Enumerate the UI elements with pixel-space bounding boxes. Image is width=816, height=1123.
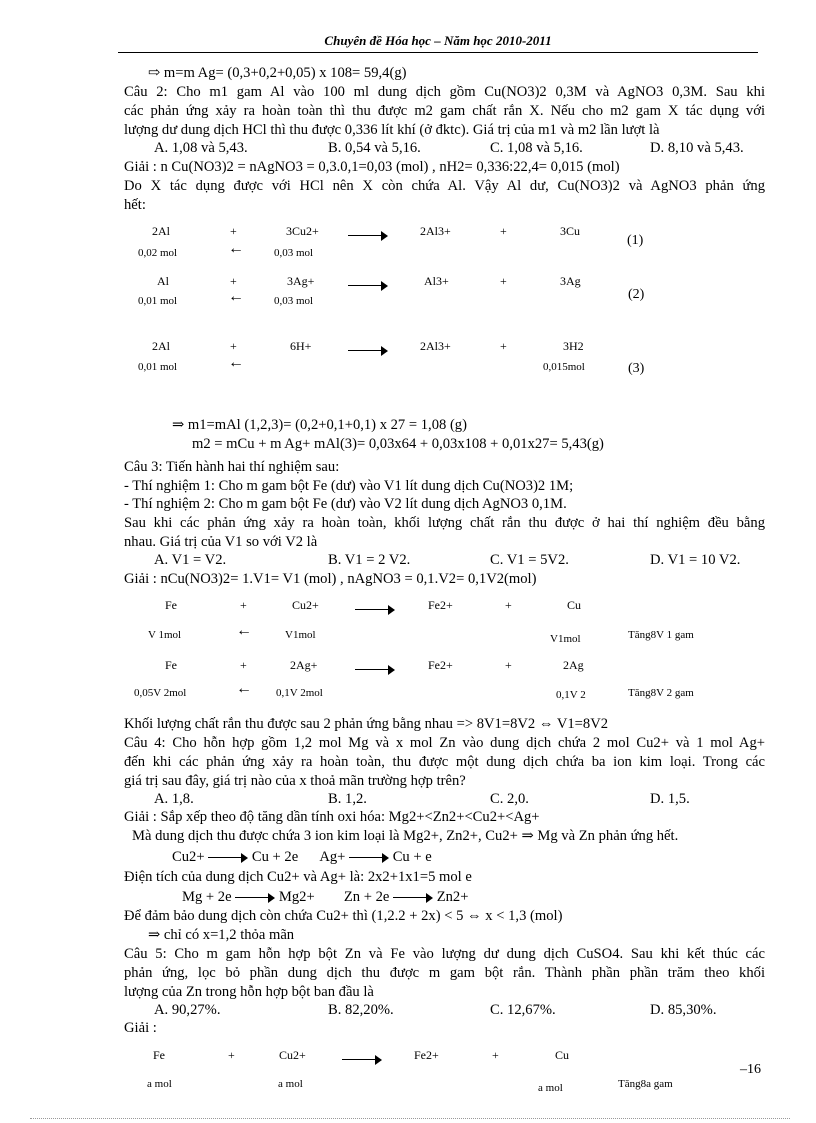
- equation-number: (2): [628, 287, 645, 302]
- arrow-right-icon: [348, 278, 388, 292]
- species: Zn + 2e: [343, 889, 390, 905]
- solution-3-line: Giải : nCu(NO3)2= 1.V1= V1 (mol) , nAgNO3 = 0,1.V2= 0,1V2(mol): [124, 571, 537, 587]
- arrow-right-icon: [348, 343, 388, 357]
- moles: 0,03 mol: [274, 247, 314, 259]
- arrow-left-icon: ←: [228, 288, 244, 305]
- product: Cu: [555, 1048, 570, 1062]
- q4-option-c: C. 2,0.: [490, 791, 529, 807]
- half-reaction-line-2: [182, 888, 468, 906]
- plus-sign: +: [500, 224, 507, 238]
- species: Cu2+: [172, 849, 205, 865]
- species: Zn2+: [436, 889, 469, 905]
- moles: V1mol: [550, 633, 581, 645]
- plus-sign: +: [228, 1048, 235, 1062]
- q2-option-d: D. 8,10 và 5,43.: [650, 140, 744, 156]
- solution-2-line-3: hết:: [124, 197, 146, 213]
- reactant: Al: [157, 274, 169, 288]
- species: Mg2+: [278, 889, 315, 905]
- half-reaction-line-1: [172, 848, 432, 866]
- species: Cu + e: [392, 849, 432, 865]
- solution-4-line-1: Giải : Sắp xếp theo độ tăng dần tính oxi hóa: Mg2+<Zn2+<Cu2+<Ag+: [124, 809, 540, 825]
- question-3-line-3: - Thí nghiệm 2: Cho m gam bột Fe (dư) vào V2 lít dung dịch AgNO3 0,1M.: [124, 496, 567, 512]
- product: Al3+: [424, 274, 449, 288]
- plus-sign: +: [240, 658, 247, 672]
- mass-change: Tăng8V 2 gam: [628, 687, 694, 699]
- arrow-right-icon: [349, 853, 389, 863]
- arrow-right-icon: [393, 893, 433, 903]
- product: Fe2+: [428, 658, 453, 672]
- header-rule: [118, 52, 758, 53]
- arrow-left-icon: ←: [228, 240, 244, 257]
- question-2-line-1: Câu 2: Cho m1 gam Al vào 100 ml dung dịch gồm Cu(NO3)2 0,3M và AgNO3 0,3M. Sau khi: [124, 84, 765, 100]
- product: Fe2+: [428, 598, 453, 612]
- reactant: 6H+: [290, 339, 312, 353]
- arrow-left-icon: ←: [236, 622, 252, 639]
- page-header: Chuyên đề Hóa học – Năm học 2010-2011: [324, 33, 552, 48]
- product: 2Ag: [563, 658, 584, 672]
- q5-option-a: A. 90,27%.: [154, 1002, 221, 1018]
- footer-divider: [30, 1118, 790, 1119]
- moles: 0,02 mol: [138, 247, 178, 259]
- plus-sign: +: [500, 339, 507, 353]
- moles: 0,01 mol: [138, 295, 178, 307]
- solution-4-line-2: Mà dung dịch thu được chứa 3 ion kim loại là Mg2+, Zn2+, Cu2+ ⇒ Mg và Zn phản ứng hết.: [132, 828, 679, 844]
- conclusion-3: Khối lượng chất rắn thu được sau 2 phản ứng bằng nhau => 8V1=8V2 ⇔ V1=8V2: [124, 716, 609, 732]
- solution-4-answer: ⇒ chỉ có x=1,2 thỏa mãn: [148, 927, 295, 943]
- solution-2-line-2: Do X tác dụng được với HCl nên X còn chứa Al. Vậy Al dư, Cu(NO3)2 và AgNO3 phản ứng: [124, 178, 765, 194]
- q3-option-c: C. V1 = 5V2.: [490, 552, 569, 568]
- product: 2Al3+: [420, 339, 451, 353]
- question-4-line-1: Câu 4: Cho hỗn hợp gồm 1,2 mol Mg và x mol Zn vào dung dịch chứa 2 mol Cu2+ và 1 mol Ag+: [124, 735, 765, 751]
- reactant: Fe: [165, 598, 177, 612]
- reactant: 2Al: [152, 339, 170, 353]
- product: 3Cu: [560, 224, 581, 238]
- question-2-line-2: các phản ứng xảy ra hoàn toàn thì thu được m2 gam chất rắn X. Nếu cho m2 gam X tác dụng với: [124, 103, 765, 119]
- solution-4-condition: Để đảm bảo dung dịch còn chứa Cu2+ thì (1,2.2 + 2x) < 5 ⇔ x < 1,3 (mol): [124, 908, 563, 924]
- q4-option-b: B. 1,2.: [328, 791, 367, 807]
- moles: 0,01 mol: [138, 361, 178, 373]
- plus-sign: +: [505, 658, 512, 672]
- q4-option-a: A. 1,8.: [154, 791, 194, 807]
- q4-option-d: D. 1,5.: [650, 791, 690, 807]
- product: 2Al3+: [420, 224, 451, 238]
- arrow-right-icon: [355, 662, 395, 676]
- moles: 0,05V 2mol: [134, 687, 187, 699]
- plus-sign: +: [500, 274, 507, 288]
- species: Cu + 2e: [251, 849, 299, 865]
- mass-change: Tăng8V 1 gam: [628, 629, 694, 641]
- moles: 0,1V 2mol: [276, 687, 323, 699]
- page-number: –16: [740, 1062, 761, 1077]
- arrow-right-icon: [235, 893, 275, 903]
- q2-option-a: A. 1,08 và 5,43.: [154, 140, 248, 156]
- q3-option-b: B. V1 = 2 V2.: [328, 552, 411, 568]
- equation-number: (1): [627, 233, 644, 248]
- question-5-line-1: Câu 5: Cho m gam hỗn hợp bột Zn và Fe vào lượng dư dung dịch CuSO4. Sau khi kết thúc các: [124, 946, 765, 962]
- mass-change: Tăng8a gam: [618, 1078, 673, 1090]
- moles: 0,015mol: [543, 361, 585, 373]
- solution-5-label: Giải :: [124, 1020, 157, 1036]
- product: Cu: [567, 598, 582, 612]
- q3-option-d: D. V1 = 10 V2.: [650, 552, 741, 568]
- solution-4-charge: Điện tích của dung dịch Cu2+ và Ag+ là: 2x2+1x1=5 mol e: [124, 869, 472, 885]
- question-4-line-2: đến khi các phản ứng xảy ra hoàn toàn, thu được một dung dịch chứa ba ion kim loại. Trong các: [124, 754, 765, 770]
- q5-option-c: C. 12,67%.: [490, 1002, 556, 1018]
- product: 3Ag: [560, 274, 581, 288]
- plus-sign: +: [230, 339, 237, 353]
- m2-result: m2 = mCu + m Ag+ mAl(3)= 0,03x64 + 0,03x108 + 0,01x27= 5,43(g): [192, 436, 604, 452]
- reactant: 3Ag+: [287, 274, 315, 288]
- q2-option-b: B. 0,54 và 5,16.: [328, 140, 421, 156]
- plus-sign: +: [230, 274, 237, 288]
- moles: a mol: [278, 1078, 303, 1090]
- moles: V1mol: [285, 629, 316, 641]
- reactant: Fe: [165, 658, 177, 672]
- plus-sign: +: [492, 1048, 499, 1062]
- solution-2-line-1: Giải : n Cu(NO3)2 = nAgNO3 = 0,3.0,1=0,03 (mol) , nH2= 0,336:22,4= 0,015 (mol): [124, 159, 620, 175]
- q2-option-c: C. 1,08 và 5,16.: [490, 140, 583, 156]
- moles: 0,03 mol: [274, 295, 314, 307]
- reactant: Cu2+: [292, 598, 319, 612]
- arrow-right-icon: [355, 602, 395, 616]
- question-4-line-3: giá trị sau đây, giá trị nào của x thoả mãn trường hợp trên?: [124, 773, 466, 789]
- question-3-line-4: Sau khi các phản ứng xảy ra hoàn toàn, khối lượng chất rắn thu được ở hai thí nghiệm đều bằng: [124, 515, 765, 531]
- arrow-left-icon: ←: [236, 680, 252, 697]
- q5-option-b: B. 82,20%.: [328, 1002, 394, 1018]
- moles: V 1mol: [148, 629, 182, 641]
- arrow-left-icon: ←: [228, 354, 244, 371]
- reactant: 2Al: [152, 224, 170, 238]
- plus-sign: +: [505, 598, 512, 612]
- moles: a mol: [147, 1078, 172, 1090]
- arrow-right-icon: [348, 228, 388, 242]
- result-line: ⇨ m=m Ag= (0,3+0,2+0,05) x 108= 59,4(g): [148, 65, 407, 81]
- moles: 0,1V 2: [556, 689, 586, 701]
- question-5-line-2: phản ứng, lọc bỏ phần dung dịch thu được m gam bột rắn. Thành phần phần trăm theo khối: [124, 965, 765, 981]
- plus-sign: +: [240, 598, 247, 612]
- equation-number: (3): [628, 361, 645, 376]
- reactant: 3Cu2+: [286, 224, 319, 238]
- moles: a mol: [538, 1082, 563, 1094]
- species: Mg + 2e: [182, 889, 232, 905]
- question-2-line-3: lượng dư dung dịch HCl thì thu được 0,336 lít khí (ở đktc). Giá trị của m1 và m2 lần lượt là: [124, 122, 660, 138]
- product: Fe2+: [414, 1048, 439, 1062]
- product: 3H2: [563, 339, 584, 353]
- reactant: Fe: [153, 1048, 165, 1062]
- arrow-right-icon: [342, 1052, 382, 1066]
- q3-option-a: A. V1 = V2.: [154, 552, 227, 568]
- question-3-line-5: nhau. Giá trị của V1 so với V2 là: [124, 534, 318, 550]
- question-3-line-1: Câu 3: Tiến hành hai thí nghiệm sau:: [124, 459, 340, 475]
- plus-sign: +: [230, 224, 237, 238]
- question-5-line-3: lượng của Zn trong hỗn hợp bột ban đầu là: [124, 984, 374, 1000]
- reactant: 2Ag+: [290, 658, 318, 672]
- m1-result: ⇒ m1=mAl (1,2,3)= (0,2+0,1+0,1) x 27 = 1,08 (g): [172, 417, 467, 433]
- reactant: Cu2+: [279, 1048, 306, 1062]
- q5-option-d: D. 85,30%.: [650, 1002, 717, 1018]
- species: Ag+: [319, 849, 346, 865]
- arrow-right-icon: [208, 853, 248, 863]
- question-3-line-2: - Thí nghiệm 1: Cho m gam bột Fe (dư) vào V1 lít dung dịch Cu(NO3)2 1M;: [124, 478, 574, 494]
